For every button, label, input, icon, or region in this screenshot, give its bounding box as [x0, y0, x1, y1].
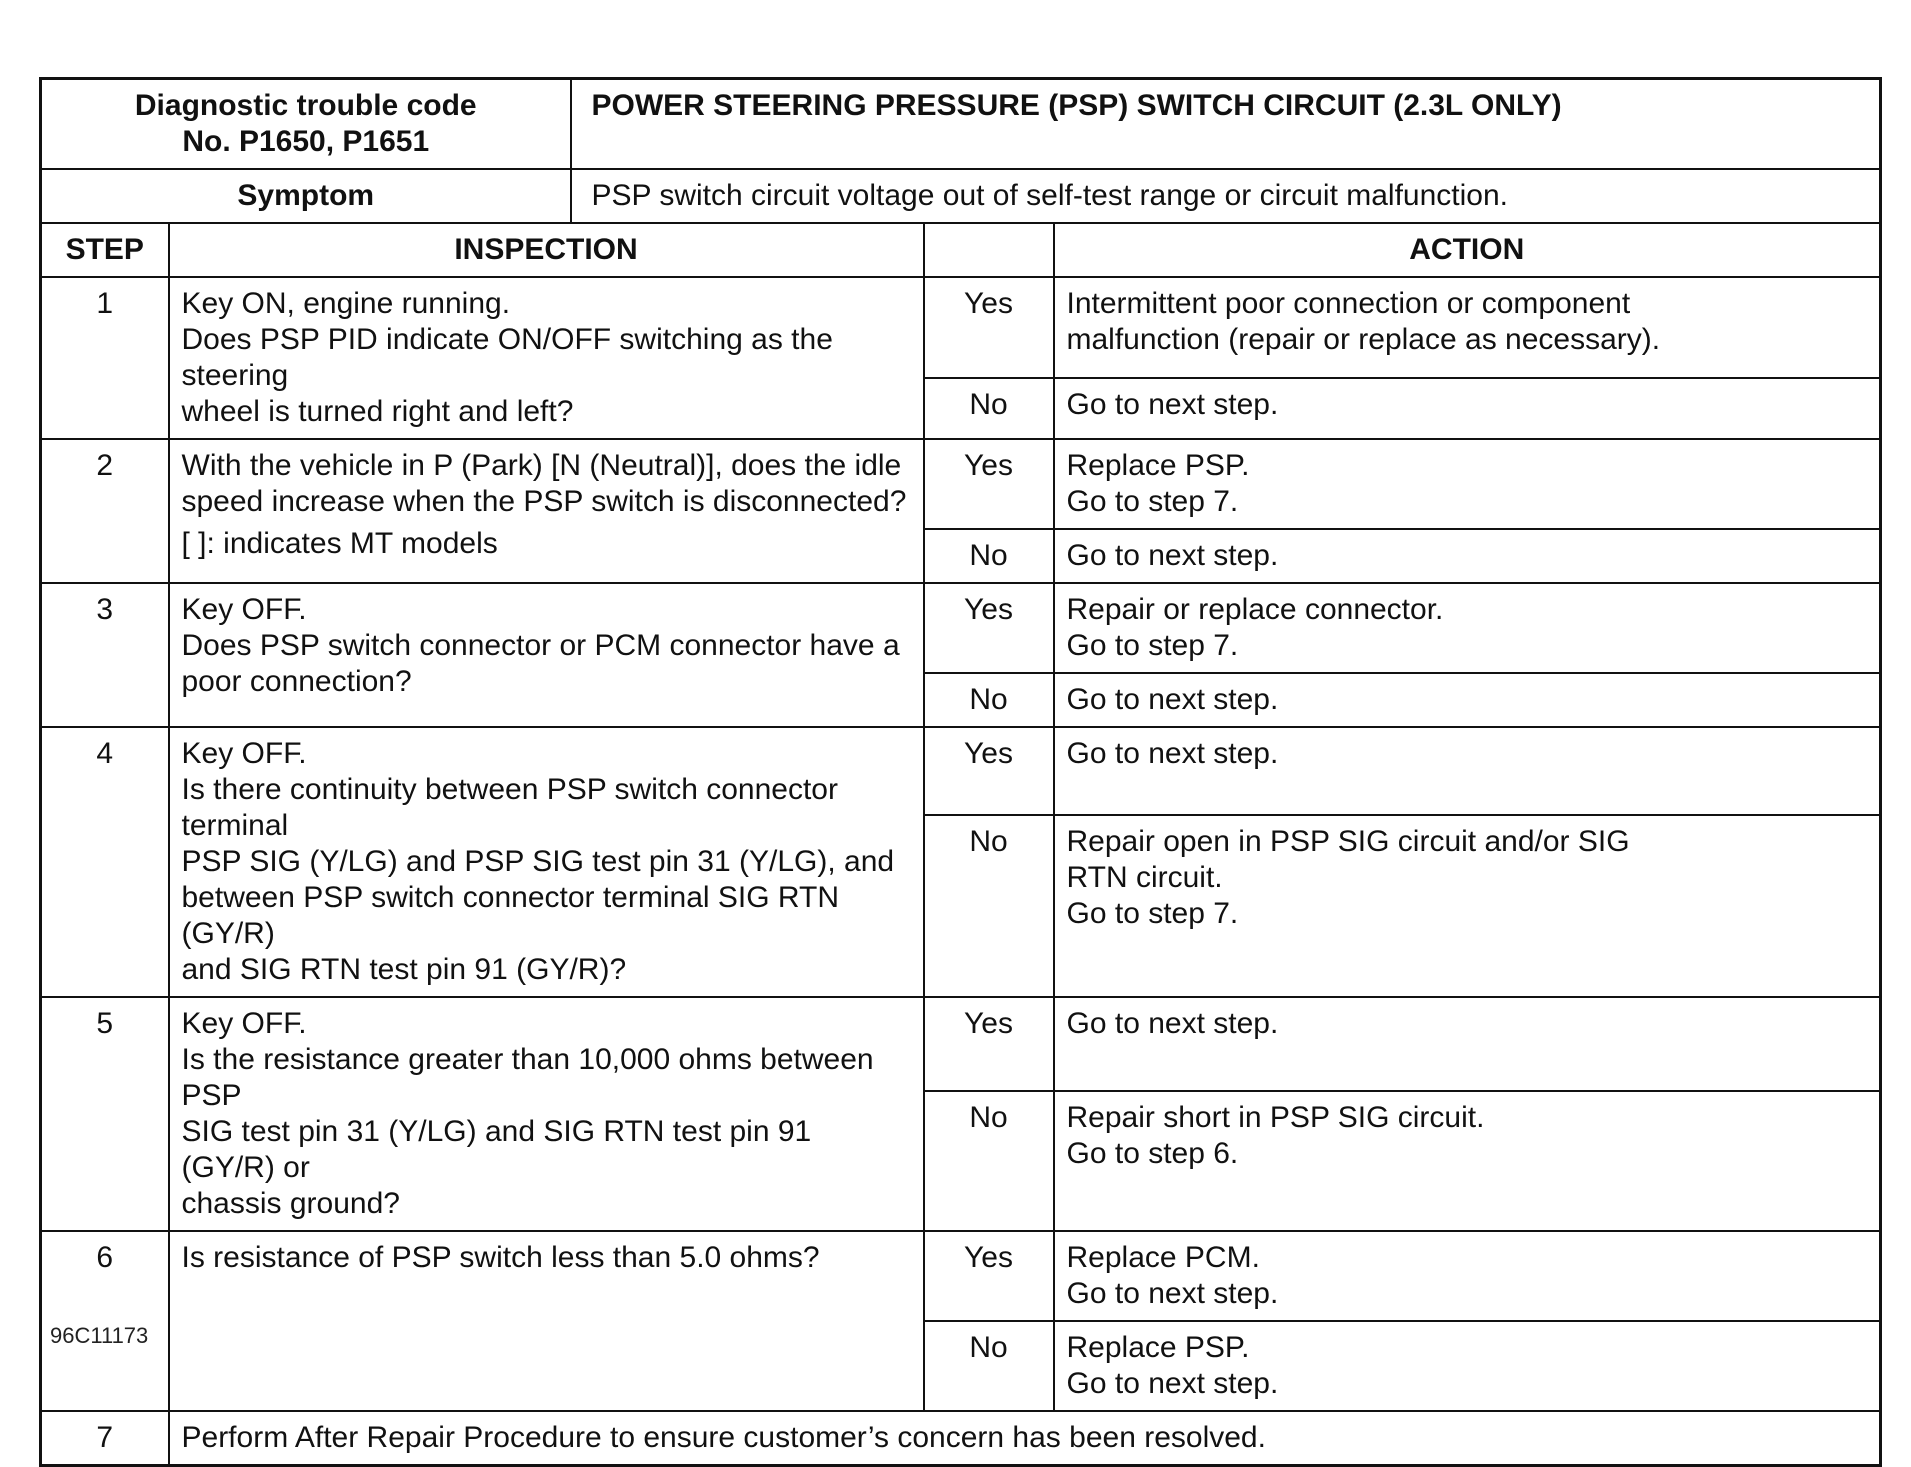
- step-number: 6: [41, 1231, 169, 1411]
- action-line: Go to step 7.: [1066, 629, 1239, 662]
- step-row: [41, 1231, 1881, 1321]
- action-line: RTN circuit.: [1066, 861, 1223, 895]
- step-row: [41, 1411, 1881, 1466]
- action-line: Replace PCM.: [1066, 1241, 1260, 1274]
- no-action: [1054, 815, 1881, 997]
- action-line: Go to next step.: [1066, 1277, 1279, 1310]
- inspection-line: With the vehicle in P (Park) [N (Neutral)], does the idle: [181, 449, 902, 482]
- action-line: Intermittent poor connection or component: [1066, 287, 1631, 320]
- yes-label: Yes: [924, 997, 1054, 1091]
- col-step-header: STEP: [41, 223, 169, 277]
- symptom-text: PSP switch circuit voltage out of self-test range or circuit malfunction.: [571, 169, 1881, 223]
- action-line: Go to step 6.: [1066, 1136, 1239, 1170]
- dtc-label-line2: No. P1650, P1651: [182, 125, 430, 158]
- inspection-line: and SIG RTN test pin 91 (GY/R)?: [181, 953, 627, 986]
- inspection-line: poor connection?: [181, 665, 412, 698]
- step-inspection: [169, 997, 924, 1231]
- yes-action: [1054, 997, 1881, 1091]
- yes-label: Yes: [924, 583, 1054, 673]
- step-number: 7: [41, 1411, 169, 1466]
- yes-label: Yes: [924, 439, 1054, 529]
- step-row: [41, 583, 1881, 673]
- step-row: [41, 997, 1881, 1091]
- diagnostic-table: [39, 77, 1882, 1467]
- col-action-header: ACTION: [1054, 223, 1881, 277]
- no-action: [1054, 378, 1881, 439]
- action-line: Go to next step.: [1066, 539, 1279, 572]
- inspection-line: SIG test pin 31 (Y/LG) and SIG RTN test pin 91 (GY/R) or: [181, 1115, 812, 1184]
- step-inspection: [169, 727, 924, 997]
- action-line: Go to step 7.: [1066, 485, 1239, 518]
- dtc-label-line1: Diagnostic trouble code: [134, 89, 477, 122]
- action-line: Replace PSP.: [1066, 1331, 1250, 1364]
- inspection-line: speed increase when the PSP switch is disconnected?: [181, 485, 907, 518]
- inspection-line: Is resistance of PSP switch less than 5.0 ohms?: [181, 1241, 820, 1274]
- inspection-line: Key OFF.: [181, 593, 307, 626]
- no-label: No: [924, 378, 1054, 439]
- step-inspection: [169, 277, 924, 439]
- step-number: 3: [41, 583, 169, 727]
- step-number: 4: [41, 727, 169, 997]
- yes-action: [1054, 277, 1881, 378]
- inspection-line: PSP SIG (Y/LG) and PSP SIG test pin 31 (Y/LG), and: [181, 845, 895, 878]
- action-line: Replace PSP.: [1066, 449, 1250, 482]
- inspection-line: wheel is turned right and left?: [181, 395, 574, 428]
- figure-id: 96C11173: [50, 1323, 149, 1348]
- step-row: [41, 439, 1881, 529]
- no-action: [1054, 1321, 1881, 1411]
- inspection-line: Key OFF.: [181, 1007, 307, 1040]
- dtc-label-cell: [41, 79, 571, 170]
- action-line: Go to next step.: [1066, 1367, 1279, 1400]
- step-row: [41, 277, 1881, 378]
- inspection-line: chassis ground?: [181, 1187, 400, 1220]
- yes-action: [1054, 727, 1881, 815]
- no-action: [1054, 1091, 1881, 1231]
- step-row: [41, 727, 1881, 815]
- no-label: No: [924, 815, 1054, 997]
- inspection-line: Key OFF.: [181, 737, 307, 770]
- steps-body: [41, 277, 1881, 1466]
- no-action: [1054, 529, 1881, 583]
- no-action: [1054, 673, 1881, 727]
- inspection-line: Does PSP switch connector or PCM connector have a: [181, 629, 900, 662]
- step-inspection: [169, 1231, 924, 1411]
- yes-action: [1054, 1231, 1881, 1321]
- action-line: Go to next step.: [1066, 1007, 1279, 1040]
- inspection-line: Key ON, engine running.: [181, 287, 511, 320]
- yes-label: Yes: [924, 1231, 1054, 1321]
- action-line: Repair open in PSP SIG circuit and/or SIG: [1066, 825, 1630, 859]
- yes-action: [1054, 583, 1881, 673]
- action-line: Go to next step.: [1066, 388, 1279, 422]
- col-result-header: [924, 223, 1054, 277]
- inspection-note: [ ]: indicates MT models: [181, 527, 498, 560]
- no-label: No: [924, 529, 1054, 583]
- dtc-title: POWER STEERING PRESSURE (PSP) SWITCH CIRCUIT (2.3L ONLY): [591, 89, 1562, 122]
- action-line: Repair short in PSP SIG circuit.: [1066, 1100, 1485, 1134]
- action-line: malfunction (repair or replace as necessary).: [1066, 323, 1661, 356]
- inspection-line: Is there continuity between PSP switch connector terminal: [181, 773, 838, 842]
- yes-action: [1054, 439, 1881, 529]
- inspection-line: Perform After Repair Procedure to ensure customer’s concern has been resolved.: [181, 1421, 1266, 1454]
- dtc-title-cell: [571, 79, 1881, 170]
- action-line: Repair or replace connector.: [1066, 593, 1444, 626]
- inspection-line: Is the resistance greater than 10,000 ohms between PSP: [181, 1043, 874, 1112]
- inspection-line: between PSP switch connector terminal SIG RTN (GY/R): [181, 881, 840, 950]
- col-inspection-header: INSPECTION: [169, 223, 924, 277]
- yes-label: Yes: [924, 727, 1054, 815]
- step-inspection: [169, 1411, 1881, 1466]
- step-number: 2: [41, 439, 169, 583]
- inspection-line: Does PSP PID indicate ON/OFF switching as the steering: [181, 323, 833, 392]
- no-label: No: [924, 673, 1054, 727]
- yes-label: Yes: [924, 277, 1054, 378]
- step-inspection: [169, 583, 924, 727]
- step-inspection: [169, 439, 924, 583]
- action-line: Go to next step.: [1066, 683, 1279, 716]
- step-number: 5: [41, 997, 169, 1231]
- no-label: No: [924, 1091, 1054, 1231]
- no-label: No: [924, 1321, 1054, 1411]
- step-number: 1: [41, 277, 169, 439]
- action-line: Go to next step.: [1066, 737, 1279, 770]
- symptom-label: Symptom: [41, 169, 571, 223]
- action-line: Go to step 7.: [1066, 897, 1239, 931]
